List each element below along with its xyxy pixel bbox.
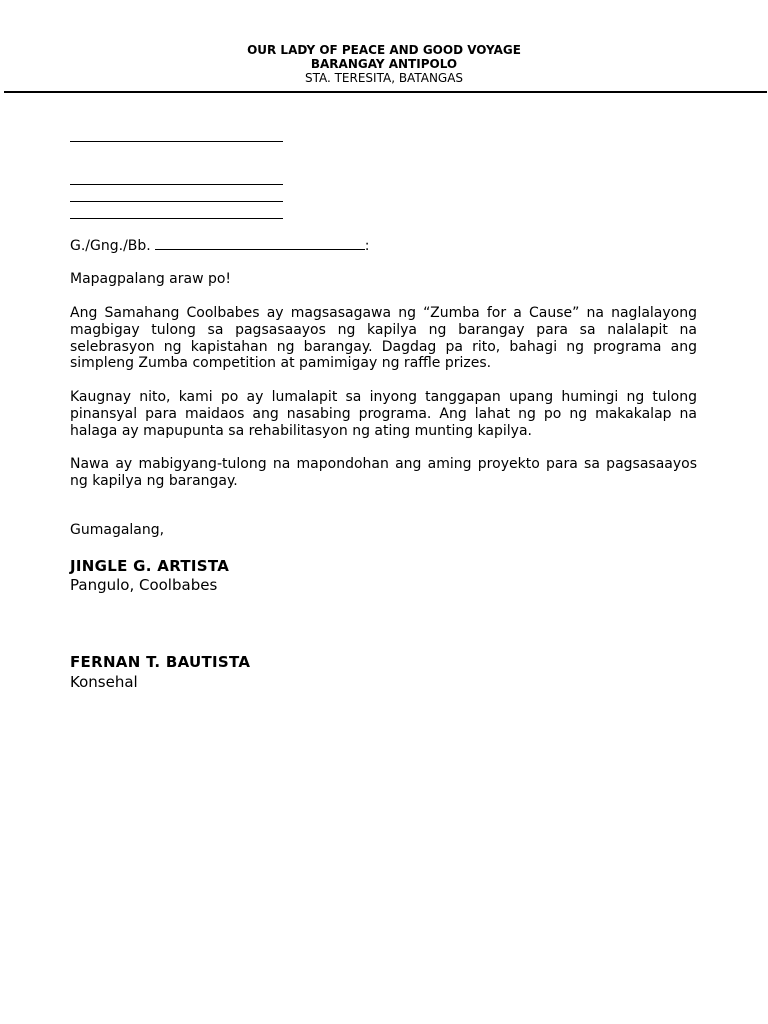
salutation-prefix: G./Gng./Bb. (70, 238, 151, 254)
letterhead-parish: OUR LADY OF PEACE AND GOOD VOYAGE (247, 43, 521, 57)
signatory-name-1: JINGLE G. ARTISTA (70, 557, 230, 575)
blank-line-recipient-1 (70, 184, 283, 185)
header-divider (4, 91, 767, 93)
body-paragraph-1: Ang Samahang Coolbabes ay magsasagawa ng “Zumba for a Cause” na naglalayong magbigay tulong sa pagsasaayos ng kapilya ng barangay para sa nalalapit na selebrasyon ng kapistahan ng barangay. Dagdag pa rito, bahagi ng programa ang simpleng Zumba competition at pamimigay ng raffle prizes. (70, 305, 697, 372)
blank-line-date (70, 141, 283, 142)
greeting: Mapagpalang araw po! (70, 271, 232, 287)
signatory-title-1: Pangulo, Coolbabes (70, 576, 218, 594)
salutation-blank-line (155, 237, 365, 250)
salutation (70, 237, 369, 255)
letterhead-address: STA. TERESITA, BATANGAS (304, 71, 464, 85)
signatory-title-2: Konsehal (70, 673, 138, 691)
blank-line-recipient-2 (70, 201, 283, 202)
body-paragraph-3: Nawa ay mabigyang-tulong na mapondohan ang aming proyekto para sa pagsasaayos ng kapilya ng barangay. (70, 456, 697, 489)
letterhead (0, 43, 768, 85)
salutation-suffix: : (364, 238, 370, 254)
closing: Gumagalang, (70, 522, 165, 538)
blank-line-recipient-3 (70, 218, 283, 219)
body-paragraph-2: Kaugnay nito, kami po ay lumalapit sa inyong tanggapan upang humingi ng tulong pinansyal para maidaos ang nasabing programa. Ang lahat ng po ng makakalap na halaga ay mapupunta sa rehabilitasyon ng ating munting kapilya. (70, 389, 697, 439)
letterhead-barangay: BARANGAY ANTIPOLO (310, 57, 458, 71)
signatory-name-2: FERNAN T. BAUTISTA (70, 653, 251, 671)
